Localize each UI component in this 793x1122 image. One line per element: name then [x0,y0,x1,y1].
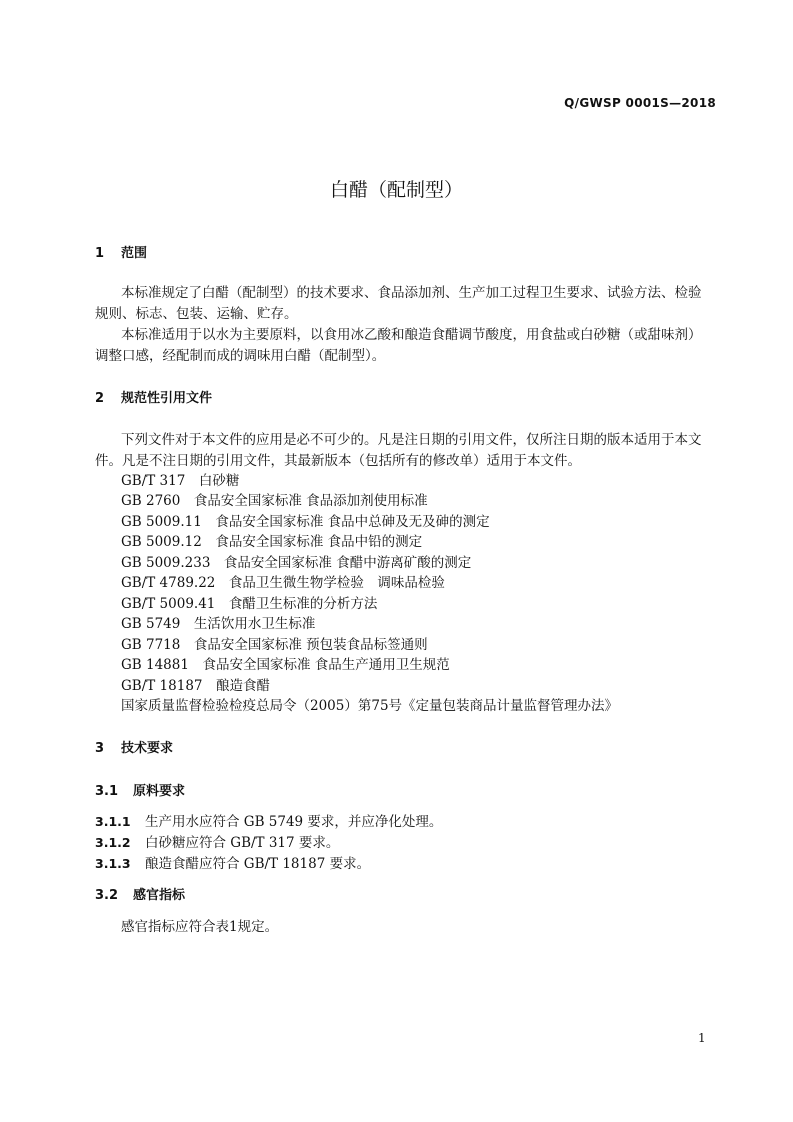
section-title: 规范性引用文件 [121,391,213,406]
reference-item: GB/T 4789.22 食品卫生微生物学检验 调味品检验 [121,575,445,591]
reference-item: GB 2760 食品安全国家标准 食品添加剂使用标准 [121,493,428,509]
paragraph-line: 本标准规定了白醋（配制型）的技术要求、食品添加剂、生产加工过程卫生要求、试验方法、检验 [121,285,702,301]
clause-number: 3.1.3 [95,856,131,871]
subsection-number: 3.1 [95,784,119,799]
reference-item: GB 5749 生活饮用水卫生标准 [121,616,316,632]
clause-text: 生产用水应符合 GB 5749 要求，并应净化处理。 [145,814,443,830]
reference-item: GB/T 317 白砂糖 [121,473,240,489]
paragraph-line: 下列文件对于本文件的应用是必不可少的。凡是注日期的引用文件，仅所注日期的版本适用于本文 [121,432,702,448]
clause-number: 3.1.2 [95,835,131,850]
paragraph-line: 感官指标应符合表1规定。 [121,919,279,935]
subsection-number: 3.2 [95,888,119,903]
reference-item: GB 14881 食品安全国家标准 食品生产通用卫生规范 [121,657,450,673]
reference-item: GB/T 18187 酿造食醋 [121,678,270,694]
section-title: 范围 [121,246,148,261]
subsection-title: 感官指标 [133,888,186,903]
paragraph-line: 本标准适用于以水为主要原料，以食用冰乙酸和酿造食醋调节酸度，用食盐或白砂糖（或甜味剂） [121,327,702,343]
section-number: 3 [95,741,105,756]
subsection-3-1-heading [95,780,185,799]
section-1-heading [95,242,147,261]
section-2-heading [95,387,212,406]
reference-item: 国家质量监督检验检疫总局令（2005）第75号《定量包装商品计量监督管理办法》 [121,698,619,714]
page-number: 1 [698,1031,706,1045]
paragraph-line: 调整口感，经配制而成的调味用白醋（配制型）。 [95,348,386,364]
document-title: 白醋（配制型） [329,179,463,201]
section-number: 1 [95,246,105,261]
reference-item: GB 5009.12 食品安全国家标准 食品中铅的测定 [121,534,423,550]
reference-item: GB 7718 食品安全国家标准 预包装食品标签通则 [121,637,428,653]
subsection-title: 原料要求 [133,784,186,799]
paragraph-line: 件。凡是不注日期的引用文件，其最新版本（包括所有的修改单）适用于本文件。 [95,453,581,469]
document-id: Q/GWSP 0001S—2018 [564,96,716,110]
clause-item [95,810,442,830]
paragraph-line: 规则、标志、包装、运输、贮存。 [95,306,298,322]
reference-item: GB/T 5009.41 食醋卫生标准的分析方法 [121,596,378,612]
reference-item: GB 5009.11 食品安全国家标准 食品中总砷及无及砷的测定 [121,514,490,530]
subsection-3-2-heading [95,884,185,903]
clause-text: 白砂糖应符合 GB/T 317 要求。 [145,835,340,851]
section-title: 技术要求 [121,741,174,756]
section-number: 2 [95,391,105,406]
clause-text: 酿造食醋应符合 GB/T 18187 要求。 [145,856,371,872]
reference-item: GB 5009.233 食品安全国家标准 食醋中游离矿酸的测定 [121,555,472,571]
clause-number: 3.1.1 [95,814,131,829]
section-3-heading [95,737,173,756]
clause-item [95,831,339,851]
clause-item [95,852,370,872]
